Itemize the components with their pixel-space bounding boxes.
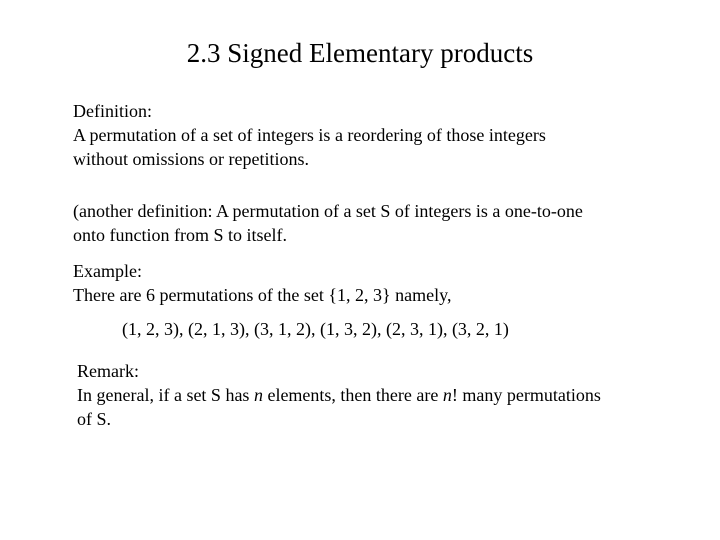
remark-block [77, 359, 601, 431]
permutations-list: (1, 2, 3), (2, 1, 3), (3, 1, 2), (1, 3, 2), (2, 3, 1), (3, 2, 1) [122, 319, 509, 339]
remark-text-a: In general, if a set S has [77, 385, 254, 405]
alternative-line-2: onto function from S to itself. [73, 225, 287, 245]
example-line-1: There are 6 permutations of the set {1, 2, 3} namely, [73, 285, 452, 305]
remark-text-b: elements, then there are [262, 385, 443, 405]
example-heading: Example: [73, 261, 142, 281]
remark-heading: Remark: [77, 361, 139, 381]
remark-line-2: of S. [77, 409, 112, 429]
definition-line-2: without omissions or repetitions. [73, 149, 309, 169]
alternative-definition-block [73, 199, 583, 247]
definition-heading: Definition: [73, 101, 152, 121]
definition-line-1: A permutation of a set of integers is a reordering of those integers [73, 125, 546, 145]
remark-variable-n: n [253, 385, 263, 405]
slide-title: 2.3 Signed Elementary products [186, 38, 534, 68]
remark-line-1 [77, 383, 601, 407]
alternative-line-1: (another definition: A permutation of a set S of integers is a one-to-one [73, 201, 583, 221]
definition-block [73, 99, 546, 171]
remark-variable-n-factorial: n [442, 385, 452, 405]
example-block [73, 259, 452, 307]
remark-text-c: ! many permutations [451, 385, 601, 405]
